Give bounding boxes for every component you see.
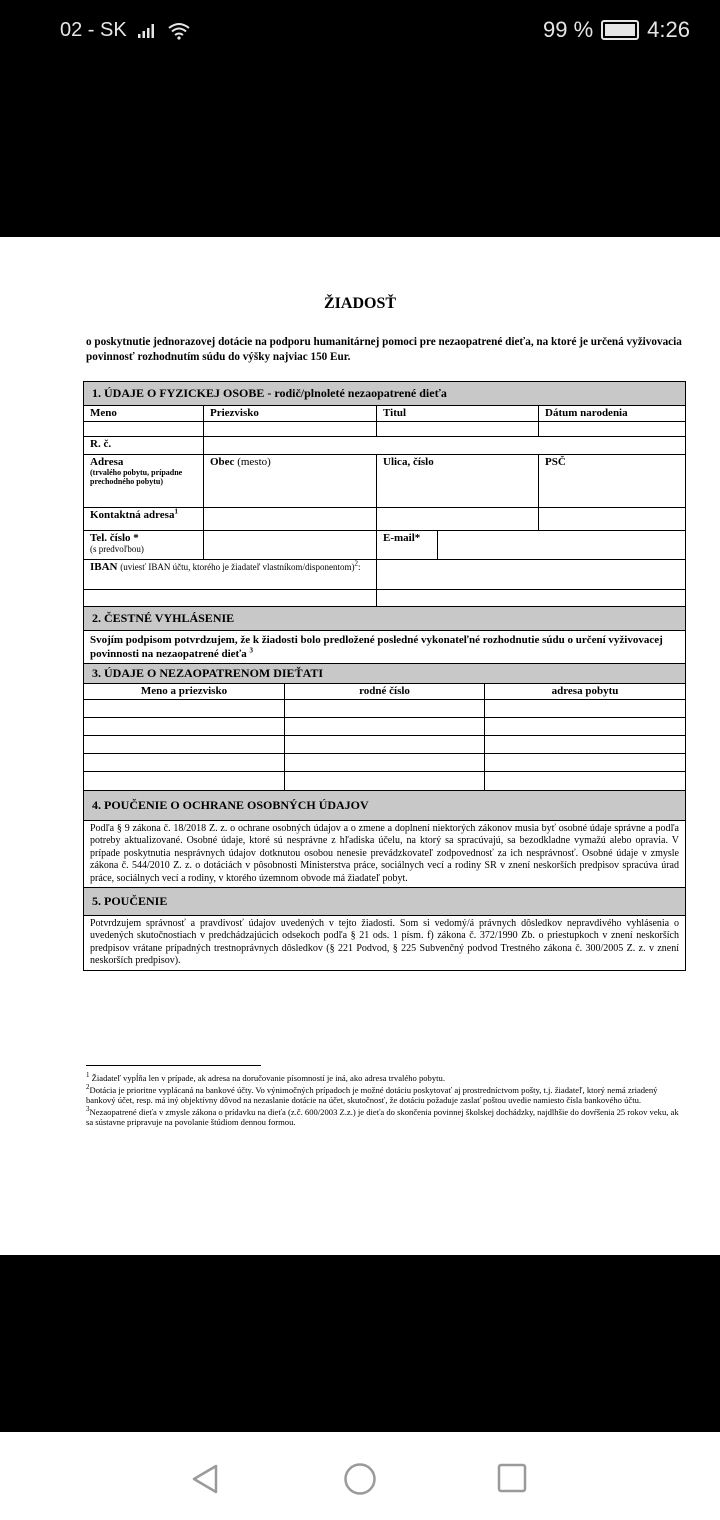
col-adresa-pobytu: adresa pobytu xyxy=(551,685,619,697)
section-5-text: Potvrdzujem správnosť a pravdivosť údajov uvedených v tejto žiadosti. Som si vedomý/á právnych dôsledkov nepravdivého vyhlásenia o uvedených skutočnostiach v predchádzajúcich odsekoch podľa § 21 ods. 1 písm. f) zákona č. 372/1990 Zb. o priestupkoch v znení neskorších predpisov vrátane prípadných trestnoprávnych dôsledkov (§ 221 Podvod, § 225 Subvenčný podvod Trestného zákona č. 300/2005 Z. z. v znení neskorších predpisov). xyxy=(90,918,679,967)
field-datum-narodenia[interactable] xyxy=(539,422,685,436)
home-icon[interactable] xyxy=(343,1462,377,1496)
section-3-heading: 3. ÚDAJE O NEZAOPATRENOM DIEŤATI xyxy=(84,664,685,684)
recents-icon[interactable] xyxy=(496,1462,528,1494)
label-rodne-cislo: R. č. xyxy=(84,437,204,454)
label-titul: Titul xyxy=(377,406,539,421)
field-ulica[interactable] xyxy=(377,455,539,507)
label-obec: Obec xyxy=(210,456,235,468)
field-email[interactable] xyxy=(438,531,685,559)
field-iban-row2[interactable] xyxy=(377,590,685,606)
field-meno[interactable] xyxy=(84,422,204,436)
status-bar xyxy=(0,0,720,60)
label-kontaktna-adresa: Kontaktná adresa xyxy=(90,509,175,521)
field-obec[interactable] xyxy=(204,455,377,507)
table-row[interactable] xyxy=(84,754,685,772)
field-kontaktna-obec[interactable] xyxy=(204,508,377,530)
label-datum-narodenia: Dátum narodenia xyxy=(545,407,628,419)
footnote-divider xyxy=(86,1065,261,1066)
col-rodne-cislo: rodné číslo xyxy=(285,684,485,699)
footnotes xyxy=(86,1073,686,1129)
wifi-icon xyxy=(167,22,191,40)
document-page[interactable] xyxy=(0,237,720,1255)
label-email: E-mail* xyxy=(377,531,438,559)
footnote-2: $^2$Dotácia je prioritne vyplácaná na bankové účty. Vo výnimočných prípadoch je možné dotáciu poskytovať aj prostredníctvom pošty, t.j. žiadateľ, ktorý nemá zriadený bankový účet, resp. má iný objektívny dôvod na nezaslanie dotácie na účet, skutočnosť, že dotáciu požaduje zaslať poštou uvedie namiesto čísla bankového účtu. xyxy=(86,1082,658,1106)
label-meno: Meno xyxy=(84,406,204,421)
field-kontaktna-ulica[interactable] xyxy=(377,508,539,530)
label-priezvisko: Priezvisko xyxy=(204,406,377,421)
document-title: ŽIADOSŤ xyxy=(323,295,397,312)
label-tel-note: (s predvoľbou) xyxy=(90,544,144,554)
document-intro: o poskytnutie jednorazovej dotácie na podporu humanitárnej pomoci pre nezaopatrené dieťa, na ktoré je určená vyživovacia povinnosť rozhodnutím súdu do výšky najviac 150 Eur. xyxy=(86,336,682,363)
battery-percent: 99 % xyxy=(543,17,594,42)
field-iban-row2-left xyxy=(84,590,377,606)
section-2-text: Svojím podpisom potvrdzujem, že k žiadosti bolo predložené posledné vykonateľné rozhodnutie súdu o určení vyživovacej povinnosti na nezaopatrené dieťa xyxy=(90,634,663,660)
field-rodne-cislo[interactable] xyxy=(204,437,685,454)
label-adresa-cell xyxy=(84,455,204,507)
section-5-heading: 5. POUČENIE xyxy=(84,888,685,916)
battery-icon xyxy=(601,20,639,40)
field-kontaktna-psc[interactable] xyxy=(539,508,685,530)
field-titul[interactable] xyxy=(377,422,539,436)
carrier-label: 02 - SK xyxy=(60,19,127,41)
section-2-heading: 2. ČESTNÉ VYHLÁSENIE xyxy=(84,607,685,631)
label-kontaktna-adresa-cell xyxy=(84,508,204,530)
table-row[interactable] xyxy=(84,718,685,736)
table-row[interactable] xyxy=(84,736,685,754)
label-adresa-note: (trvalého pobytu, prípadne prechodného pobytu) xyxy=(90,468,183,486)
label-psc: PSČ xyxy=(545,456,566,468)
label-iban: IBAN xyxy=(90,561,118,573)
section-2-paragraph xyxy=(84,631,685,664)
field-tel[interactable] xyxy=(204,531,377,559)
application-form xyxy=(83,381,686,971)
col-meno-priezvisko: Meno a priezvisko xyxy=(84,684,285,699)
label-ulica: Ulica, číslo xyxy=(383,456,434,468)
label-iban-colon: : xyxy=(357,562,361,572)
navigation-bar xyxy=(0,1432,720,1520)
section-1-heading: 1. ÚDAJE O FYZICKEJ OSOBE - rodič/plnoleté nezaopatrené dieťa xyxy=(84,382,685,406)
label-iban-note: (uviesť IBAN účtu, ktorého je žiadateľ vlastníkom/disponentom) xyxy=(120,562,355,572)
field-priezvisko[interactable] xyxy=(204,422,377,436)
section-4-heading: 4. POUČENIE O OCHRANE OSOBNÝCH ÚDAJOV xyxy=(84,791,685,821)
label-obec-note: (mesto) xyxy=(237,456,271,468)
footnote-ref-2: 2 xyxy=(354,559,358,568)
section-4-text: Podľa § 9 zákona č. 18/2018 Z. z. o ochrane osobných údajov a o zmene a doplnení niektorých zákonov musia byť osobné údaje správne a podľa potreby aktualizované. Osobné údaje, ktoré sú nesprávne z hľadiska účelu, na ktorý sa spracúvajú, sa bezodkladne vymažú alebo opravia. V prípade poskytnutia nesprávnych údajov dotknutou osobou nenesie prevádzkovateľ zodpovednosť za ich nesprávnosť. Osobné údaje v zmysle zákona č. 544/2010 Z. z. o dotáciách v pôsobnosti Ministerstva práce, sociálnych vecí a rodiny SR v znení neskorších predpisov spracúva úrad práce, sociálnych vecí a rodiny, v ktorého územnom obvode má žiadateľ pobyt. xyxy=(84,821,685,888)
label-tel: Tel. číslo * xyxy=(90,532,139,544)
footnote-3: $^3$Nezaopatrené dieťa v zmysle zákona o prídavku na dieťa (z.č. 600/2003 Z.z.) je dieťa do skončenia povinnej školskej dochádzky, najdlhšie do dovŕšenia 25 rokov veku, ak sa sústavne pripravuje na povolanie štúdiom dennou formou. xyxy=(86,1104,679,1128)
table-row[interactable] xyxy=(84,700,685,718)
footnote-ref-1: 1 xyxy=(174,507,178,516)
field-iban[interactable] xyxy=(377,560,685,589)
label-iban-cell xyxy=(84,560,377,589)
field-psc[interactable] xyxy=(539,455,685,507)
footnote-ref-3: 3 xyxy=(249,646,254,655)
label-tel-cell xyxy=(84,531,204,559)
signal-icon xyxy=(137,23,157,39)
footnote-1: $^1$ Žiadateľ vypĺňa len v prípade, ak adresa na doručovanie písomností je iná, ako adresa trvalého pobytu. xyxy=(86,1071,445,1083)
label-adresa: Adresa xyxy=(90,456,124,468)
back-icon[interactable] xyxy=(188,1462,222,1496)
table-row[interactable] xyxy=(84,772,685,791)
clock: 4:26 xyxy=(647,17,690,42)
